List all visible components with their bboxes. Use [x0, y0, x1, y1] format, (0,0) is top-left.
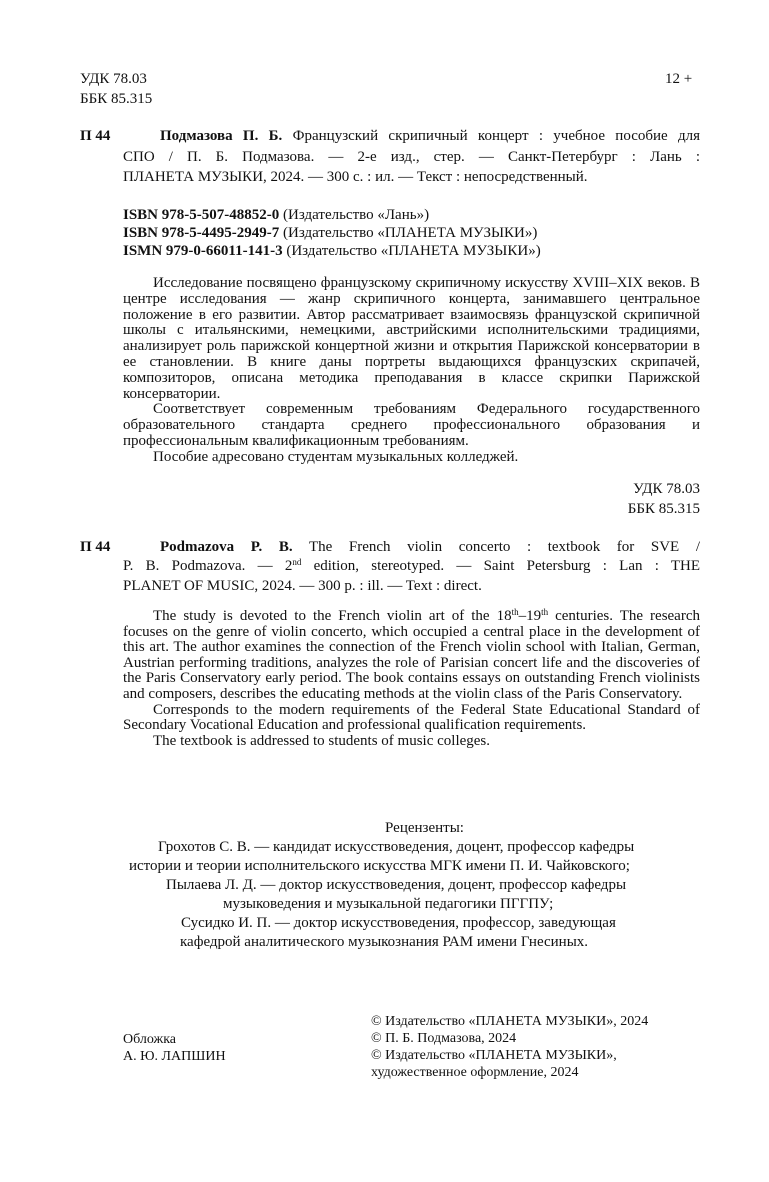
reviewer-1-line1: Грохотов С. В. — кандидат искусствоведения, доцент, профессор кафедры — [158, 839, 635, 855]
ru-title: Французский скрипичный концерт : учебное пособие для — [292, 128, 700, 144]
en-record-line1 — [160, 538, 700, 556]
isbn-2: ISBN 978-5-4495-2949-7 (Издательство «ПЛАНЕТА МУЗЫКИ») — [123, 225, 538, 241]
en-title: The French violin concerto : textbook for SVE / — [308, 539, 700, 555]
reviewer-2-line2: музыковедения и музыкальной педагогики ПГГПУ; — [223, 896, 554, 912]
copyright-4: художественное оформление, 2024 — [371, 1065, 579, 1080]
cover-designer: А. Ю. ЛАПШИН — [123, 1049, 226, 1064]
copyright-3: © Издательство «ПЛАНЕТА МУЗЫКИ», — [371, 1048, 617, 1063]
mid-udk: УДК 78.03 — [633, 481, 700, 497]
isbn-1: ISBN 978-5-507-48852-0 (Издательство «Лань») — [123, 207, 430, 223]
en-record-line2: P. B. Podmazova. — 2nd edition, stereotyped. — Saint Petersburg : Lan : THE — [123, 557, 701, 574]
ru-record-line1 — [160, 127, 700, 145]
ru-abstract-p3: Пособие адресовано студентам музыкальных колледжей. — [153, 448, 519, 465]
copyright-2: © П. Б. Подмазова, 2024 — [371, 1031, 517, 1046]
en-record-line3: PLANET OF MUSIC, 2024. — 300 p. : ill. — Text : direct. — [123, 578, 482, 594]
en-abstract-p3: The textbook is addressed to students of music colleges. — [153, 732, 491, 749]
cover-label: Обложка — [123, 1032, 176, 1047]
copyright-1: © Издательство «ПЛАНЕТА МУЗЫКИ», 2024 — [371, 1014, 649, 1029]
en-author: Podmazova P. B. — [160, 539, 293, 555]
en-abstract — [123, 609, 700, 749]
ru-abstract-p1: Исследование посвящено французскому скрипичному искусству XVIII–XIX веков. В центре исследования — жанр скрипичного концерта, занимавшего центральное положение в его развитии. Автор рассматривает взаимосвязь французской скрипичной школы с итальянскими, немецкими, австрийскими исполнительскими традициями, анализирует роль парижской концертной жизни и открытия Парижской консерватории в ее становлении. В книге даны портреты выдающихся французских скрипачей, композиторов, описана методика преподавания в классе скрипки Парижской консерватории. — [123, 275, 700, 402]
reviewer-1-line2: истории и теории исполнительского искусства МГК имени П. И. Чайковского; — [129, 858, 630, 874]
ismn: ISMN 979-0-66011-141-3 (Издательство «ПЛАНЕТА МУЗЫКИ») — [123, 243, 541, 259]
top-udk: УДК 78.03 — [80, 71, 147, 87]
reviewer-3-line1: Сусидко И. П. — доктор искусствоведения, профессор, заведующая — [181, 915, 616, 931]
ru-author-code: П 44 — [80, 128, 111, 144]
ru-abstract-p2: Соответствует современным требованиям Федерального государственного образовательного стандарта среднего профессионального образования и профессиональным квалификационным требованиям. — [123, 401, 700, 449]
age-rating: 12 + — [665, 71, 693, 87]
reviewer-2-line1: Пылаева Л. Д. — доктор искусствоведения, доцент, профессор кафедры — [166, 877, 627, 893]
reviewer-3-line2: кафедрой аналитического музыкознания РАМ имени Гнесиных. — [180, 934, 589, 950]
ru-record-line3: ПЛАНЕТА МУЗЫКИ, 2024. — 300 с. : ил. — Текст : непосредственный. — [123, 169, 588, 185]
en-abstract-p1: The study is devoted to the French violin art of the 18th–19th centuries. The research focuses on the genre of violin concerto, which occupied a central place in the development of this art. The author examines the connection of the French violin school with Italian, German, Austrian performing traditions, analyzes the role of Parisian concert life and the discoveries of the Paris Conservatory early period. The book contains essays on outstanding French violinists and composers, describes the educating methods at the violin class of the Paris Conservatory. — [123, 607, 700, 702]
en-author-code: П 44 — [80, 539, 111, 555]
top-bbk: ББК 85.315 — [80, 91, 153, 107]
ru-record-line2: СПО / П. Б. Подмазова. — 2-е изд., стер. — Санкт-Петербург : Лань : — [123, 149, 700, 165]
mid-bbk: ББК 85.315 — [627, 501, 700, 517]
ru-author: Подмазова П. Б. — [160, 128, 283, 144]
en-abstract-p2: Corresponds to the modern requirements of the Federal State Educational Standard of Secondary Vocational Education and professional qualification requirements. — [123, 701, 700, 734]
ru-abstract — [123, 276, 700, 466]
reviewers-heading: Рецензенты: — [385, 820, 464, 836]
